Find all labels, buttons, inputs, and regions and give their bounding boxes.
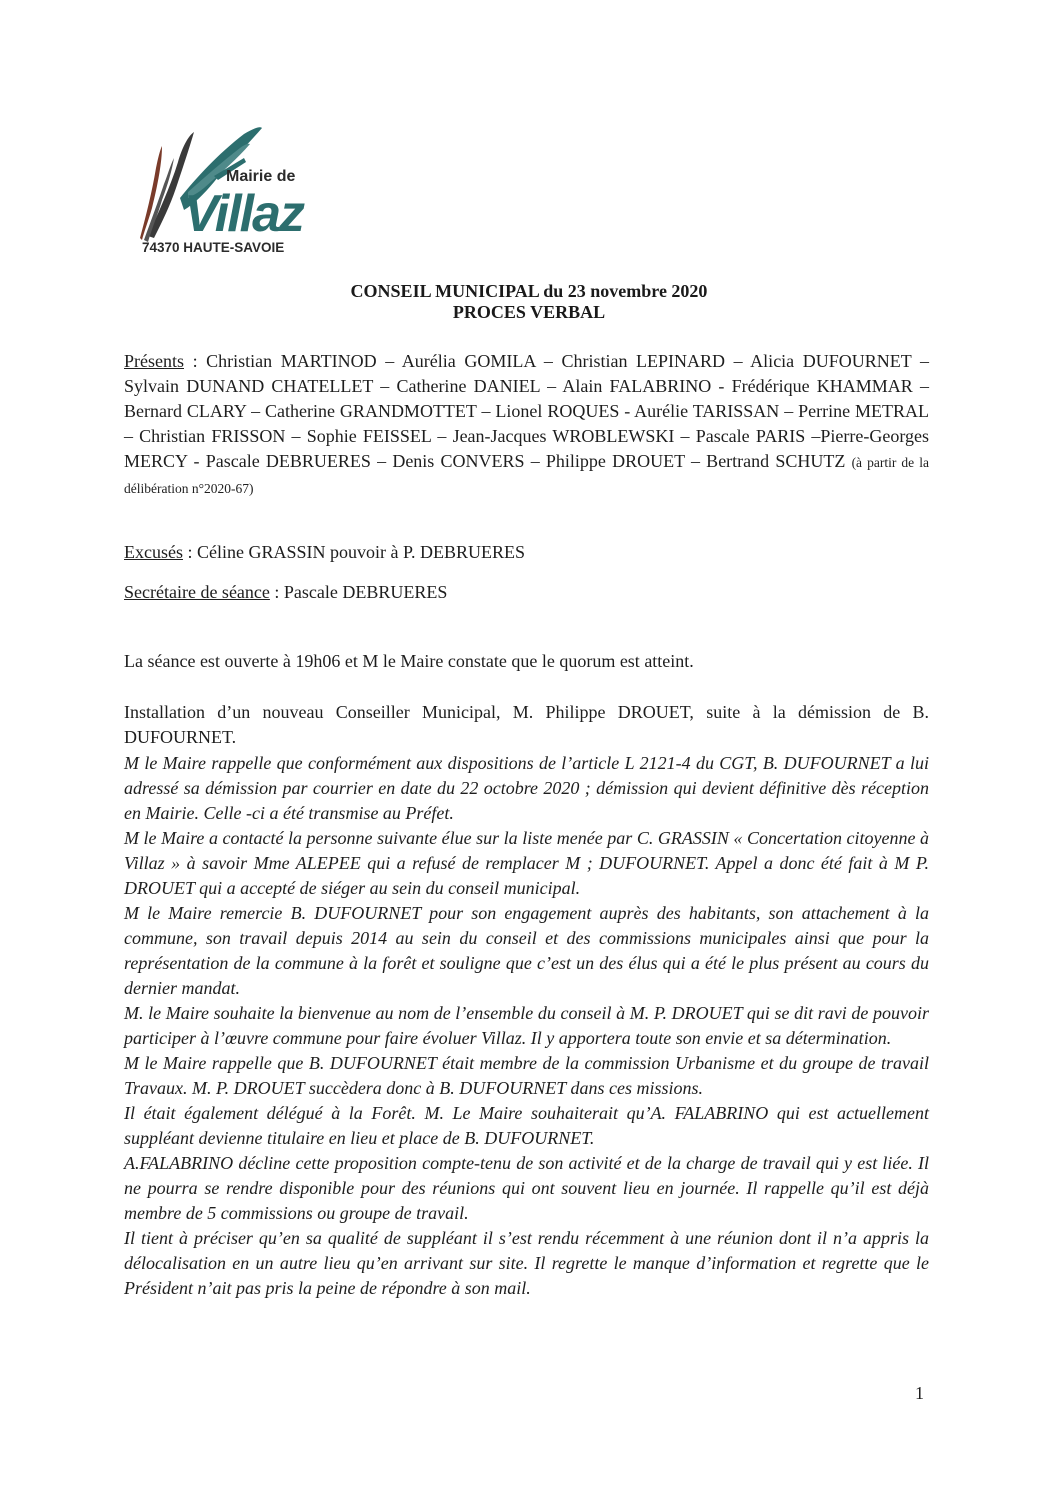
presents-sep: : bbox=[184, 351, 207, 371]
document-subtitle: PROCES VERBAL bbox=[452, 302, 606, 322]
excuses-section bbox=[124, 540, 929, 565]
minutes-paragraph: M le Maire rappelle que B. DUFOURNET était membre de la commission Urbanisme et du groupe de travail Travaux. M. P. DROUET succèdera donc à B. DUFOURNET dans ces missions. bbox=[124, 1053, 929, 1098]
minutes-paragraph: M le Maire a contacté la personne suivante élue sur la liste menée par C. GRASSIN « Concertation citoyenne à Villaz » à savoir Mme ALEPEE qui a refusé de remplacer M ; DUFOURNET. Appel a donc été fait à M P. DROUET qui a accepté de siéger au sein du conseil municipal. bbox=[124, 828, 929, 898]
logo-mairie-text: Mairie de bbox=[226, 168, 296, 185]
excuses-text: : Céline GRASSIN pouvoir à P. DEBRUERES bbox=[182, 542, 526, 562]
logo-haute-savoie-text: 74370 HAUTE-SAVOIE bbox=[142, 240, 285, 255]
installation-heading: Installation d’un nouveau Conseiller Municipal, M. Philippe DROUET, suite à la démission de B. DUFOURNET. bbox=[124, 702, 929, 747]
presents-label: Présents bbox=[124, 351, 184, 371]
mairie-logo bbox=[118, 118, 318, 268]
page-number: 1 bbox=[915, 1383, 924, 1403]
excuses-label: Excusés bbox=[124, 542, 183, 562]
secretaire-text: : Pascale DEBRUERES bbox=[269, 582, 448, 602]
minutes-body bbox=[124, 751, 929, 1301]
minutes-paragraph: M le Maire remercie B. DUFOURNET pour son engagement auprès des habitants, son attachement à la commune, son travail depuis 2014 au sein du conseil et des commissions municipales ainsi que pour la représentation de la commune à la forêt et souligne que c’est un des élus qui a été le plus présent au cours du dernier mandat. bbox=[124, 903, 929, 998]
document-title: CONSEIL MUNICIPAL du 23 novembre 2020 bbox=[350, 281, 708, 301]
opening-statement: La séance est ouverte à 19h06 et M le Maire constate que le quorum est atteint. bbox=[124, 651, 694, 671]
minutes-paragraph: Il tient à préciser qu’en sa qualité de suppléant il s’est rendu récemment à une réunion dont il n’a appris la délocalisation en un autre lieu qu’en arrivant sur site. Il regrette le manque d’information et regrette que le Président n’ait pas pris la peine de répondre à son mail. bbox=[124, 1228, 929, 1298]
minutes-paragraph: A.FALABRINO décline cette proposition compte-tenu de son activité et de la charge de travail qui y est liée. Il ne pourra se rendre disponible pour des réunions qui ont souvent lieu en journée. Il rappelle qu’il est déjà membre de 5 commissions ou groupe de travail. bbox=[124, 1153, 929, 1223]
presents-note: (à partir de la délibération n°2020-67) bbox=[124, 455, 929, 496]
logo-villaz-text: Villaz bbox=[184, 185, 304, 243]
minutes-paragraph: Il était également délégué à la Forêt. M. Le Maire souhaiterait qu’A. FALABRINO qui est actuellement suppléant devienne titulaire en lieu et place de B. DUFOURNET. bbox=[124, 1103, 929, 1148]
secretaire-section bbox=[124, 580, 929, 605]
presents-names: Christian MARTINOD – Aurélia GOMILA – Christian LEPINARD – Alicia DUFOURNET – Sylvain DUNAND CHATELLET – Catherine DANIEL – Alain FALABRINO - Frédérique KHAMMAR – Bernard CLARY – Catherine GRANDMOTTET – Lionel ROQUES - Aurélie TARISSAN – Perrine METRAL – Christian FRISSON – Sophie FEISSEL – Jean-Jacques WROBLEWSKI – Pascale PARIS –Pierre-Georges MERCY - Pascale DEBRUERES – Denis CONVERS – Philippe DROUET – Bertrand SCHUTZ bbox=[124, 351, 929, 471]
secretaire-label: Secrétaire de séance bbox=[124, 582, 270, 602]
minutes-paragraph: M le Maire rappelle que conformément aux dispositions de l’article L 2121-4 du CGT, B. DUFOURNET a lui adressé sa démission par courrier en date du 22 octobre 2020 ; démission qui devient définitive dès réception en Mairie. Celle -ci a été transmise au Préfet. bbox=[124, 753, 929, 823]
presents-section bbox=[124, 349, 929, 501]
minutes-paragraph: M. le Maire souhaite la bienvenue au nom de l’ensemble du conseil à M. P. DROUET qui se dit ravi de pouvoir participer à l’œuvre commune pour faire évoluer Villaz. Il y apportera toute son envie et sa détermination. bbox=[124, 1003, 929, 1048]
